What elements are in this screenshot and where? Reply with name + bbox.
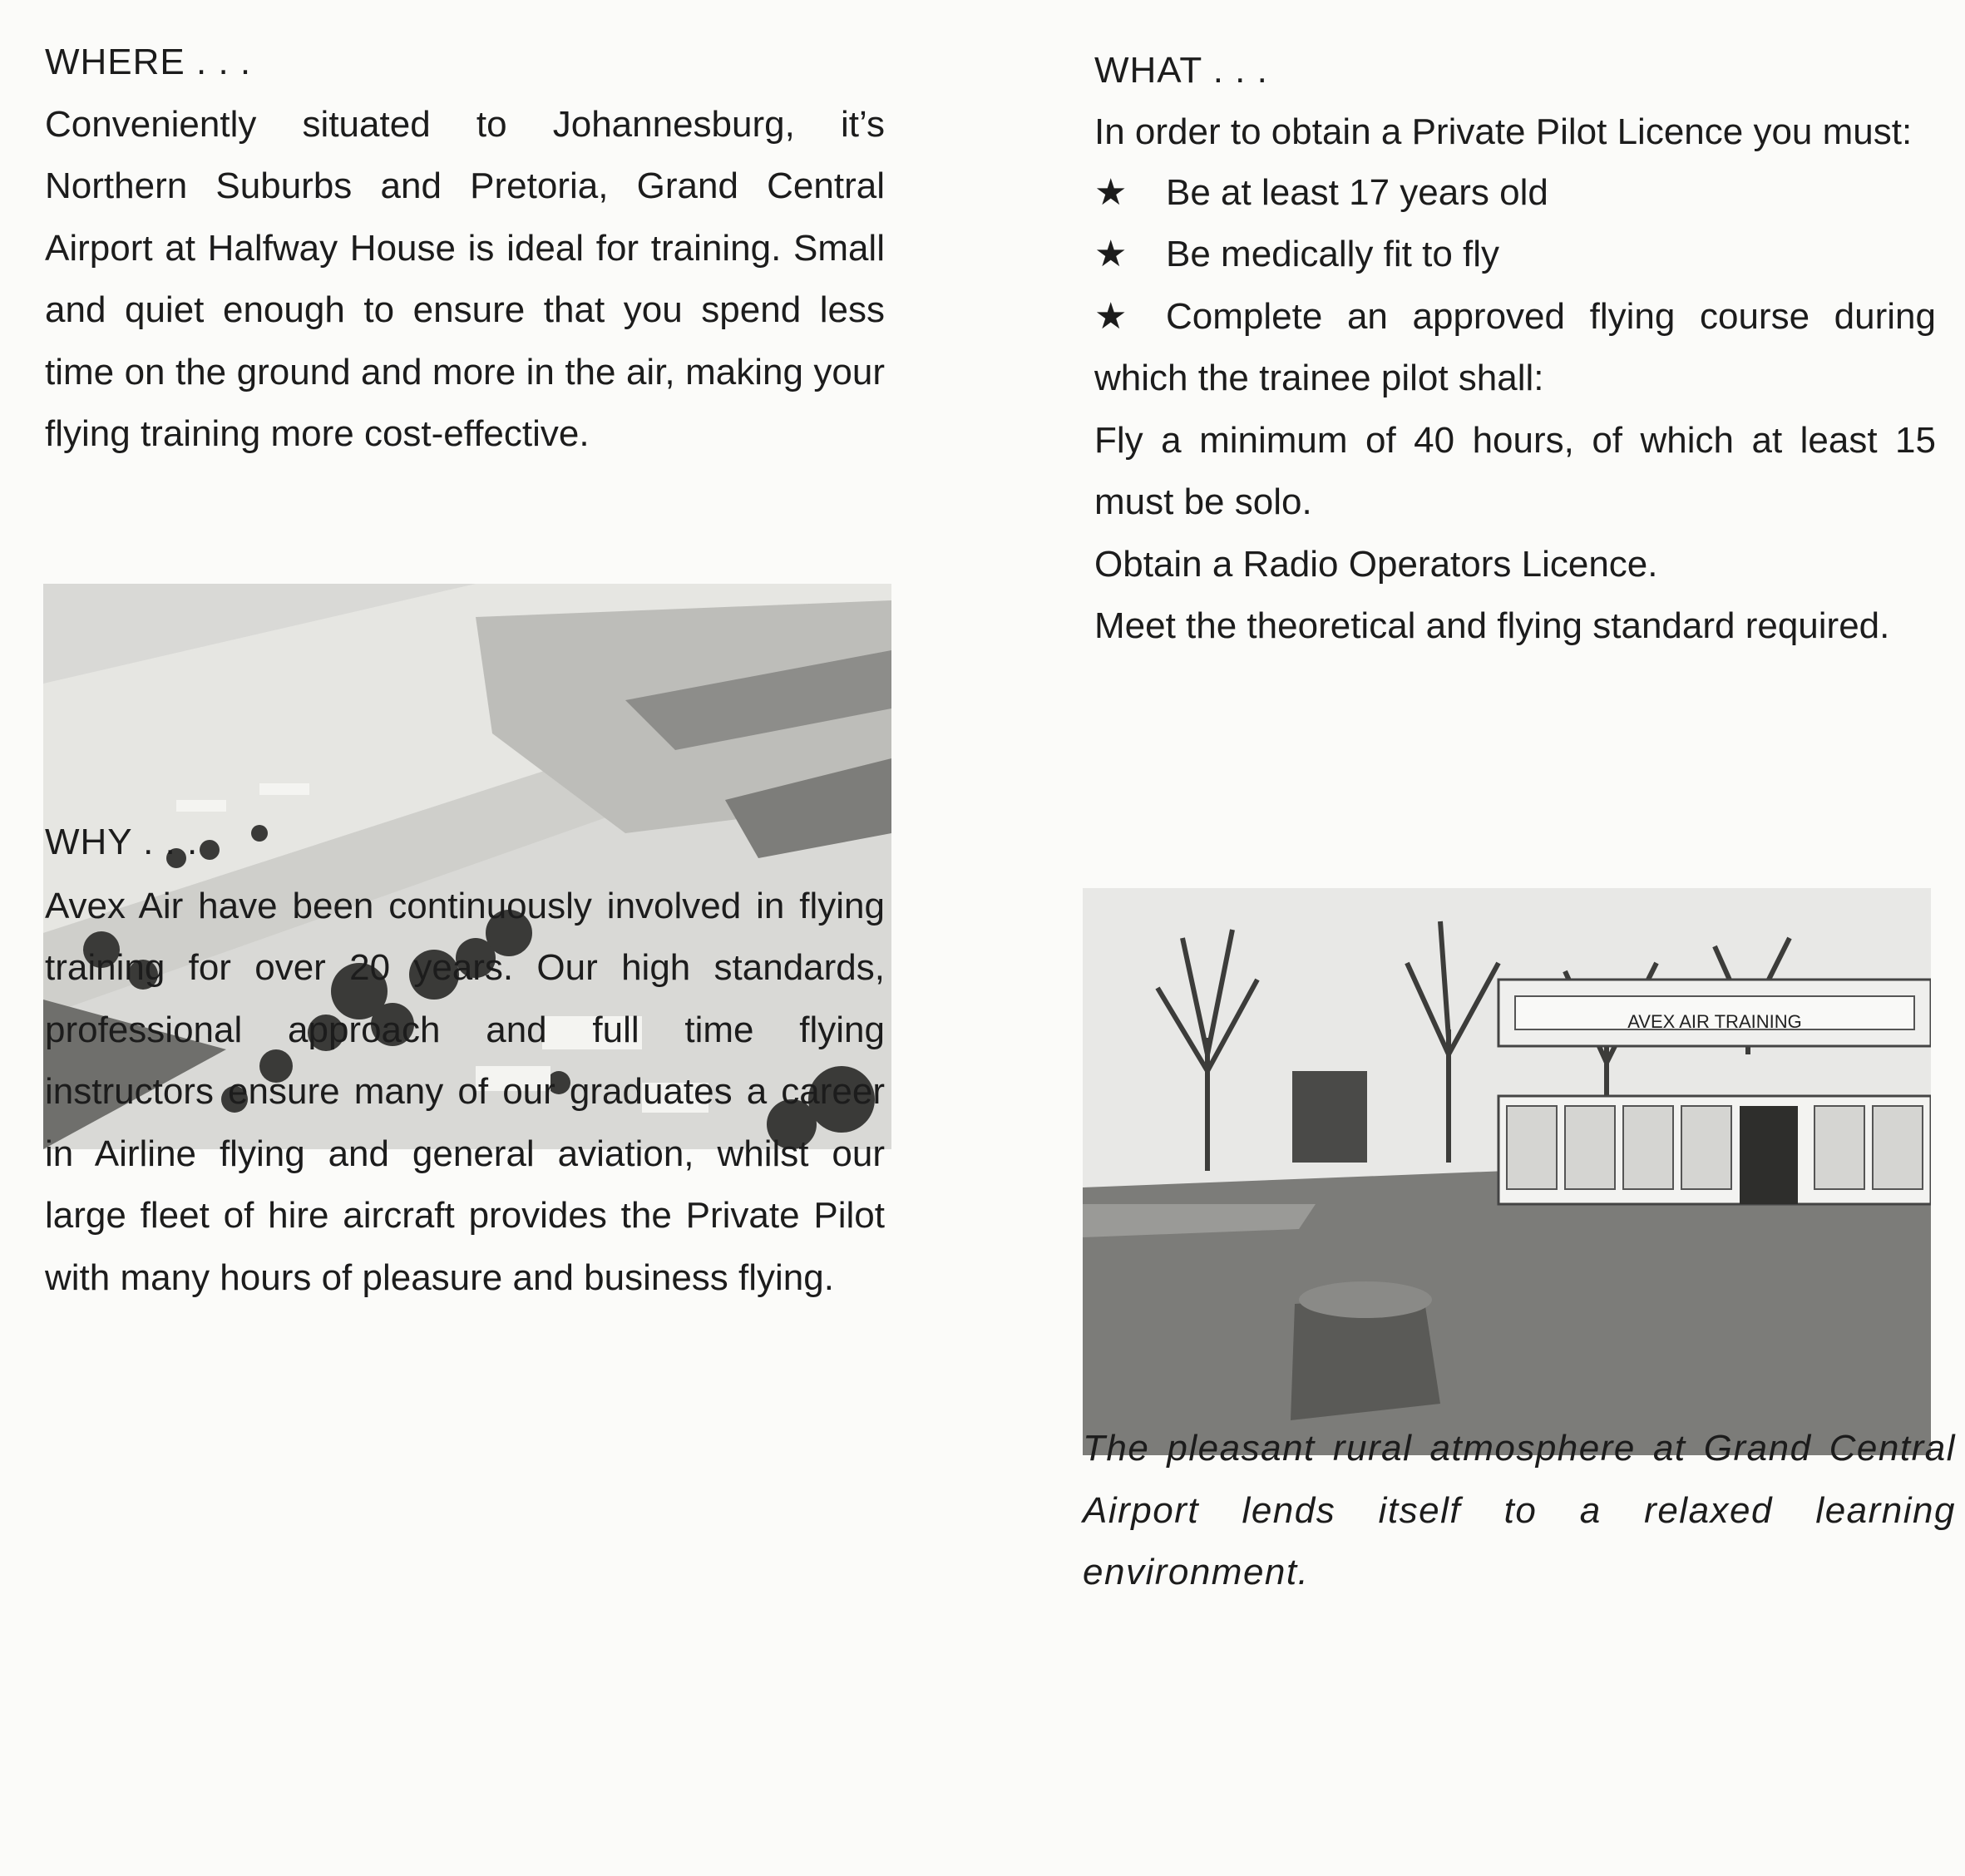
- building-sign: AVEX AIR TRAINING: [1627, 1011, 1802, 1032]
- photo-caption: The pleasant rural atmosphere at Grand Central Airport lends itself to a relaxed learning environment.: [1083, 1428, 1956, 1592]
- where-section: [45, 32, 885, 466]
- what-heading: WHAT . . .: [1094, 50, 1268, 91]
- requirement-bullet: [1094, 224, 1936, 286]
- why-body: Avex Air have been continuously involved in flying training for over 20 years. Our high standards, professional approach and full time flying instructors ensure many of our graduates a career in Airline flying and general aviation, whilst our large fleet of hire aircraft provides the Private Pilot with many hours of pleasure and business flying.: [45, 885, 885, 1298]
- bullet-text: Complete an approved flying course during which the trainee pilot shall:: [1094, 295, 1936, 398]
- requirement-standard: Meet the theoretical and flying standard required.: [1094, 605, 1890, 646]
- why-heading: WHY . . .: [45, 822, 199, 862]
- why-section: [45, 812, 885, 1309]
- what-section: [1094, 40, 1936, 658]
- star-icon: ★: [1094, 295, 1128, 337]
- star-icon: ★: [1094, 234, 1128, 274]
- star-icon: ★: [1094, 171, 1128, 213]
- requirement-hours: Fly a minimum of 40 hours, of which at least 15 must be solo.: [1094, 419, 1936, 522]
- bullet-text: Be medically fit to fly: [1166, 234, 1500, 274]
- where-heading: WHERE . . .: [45, 42, 252, 82]
- what-intro: In order to obtain a Private Pilot Licence you must:: [1094, 111, 1913, 152]
- requirement-bullet: [1094, 162, 1936, 225]
- requirement-radio: Obtain a Radio Operators Licence.: [1094, 543, 1658, 585]
- where-body: Conveniently situated to Johannesburg, it’s Northern Suburbs and Pretoria, Grand Central Airport at Halfway House is ideal for training. Small and quiet enough to ensure that you spend less time on the ground and more in the air, making your flying training more cost-effective.: [45, 103, 885, 454]
- bullet-text: Be at least 17 years old: [1166, 171, 1548, 213]
- requirement-bullet-3: [1094, 286, 1936, 410]
- avex-building-photo: [1083, 888, 1931, 1455]
